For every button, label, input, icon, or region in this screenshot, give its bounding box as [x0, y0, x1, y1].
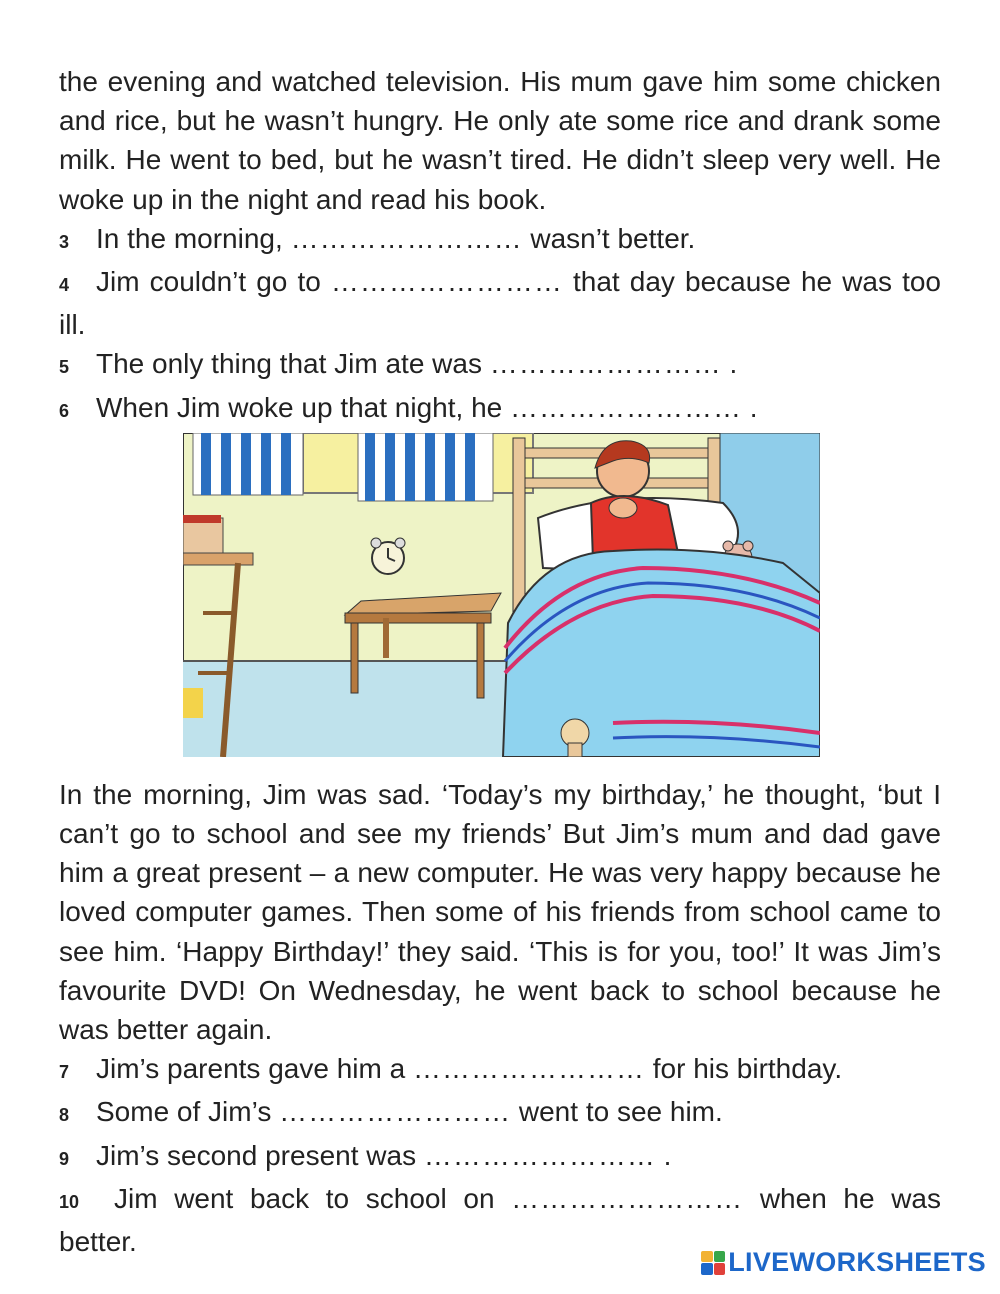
logo-text: LIVEWORKSHEETS	[728, 1247, 986, 1277]
answer-blank[interactable]: ……………………	[279, 1096, 512, 1128]
liveworksheets-logo-icon	[701, 1251, 725, 1275]
question-item: 9 Jim’s second present was …………………… .	[59, 1136, 941, 1179]
question-number: 8	[59, 1105, 70, 1126]
question-item: 6 When Jim woke up that night, he …………………… .	[59, 388, 941, 431]
question-item: 5 The only thing that Jim ate was …………………… .	[59, 344, 941, 387]
bedroom-illustration	[183, 433, 820, 757]
question-number: 9	[59, 1148, 70, 1169]
question-item: 8 Some of Jim’s …………………… went to see him.	[59, 1092, 941, 1135]
curtain-right	[358, 433, 493, 501]
question-item: 10 Jim went back to school on …………………… when he was better.	[59, 1182, 942, 1258]
question-item: 7 Jim’s parents gave him a …………………… for his birthday.	[59, 1049, 941, 1092]
question-number: 10	[59, 1191, 80, 1212]
answer-blank[interactable]: ……………………	[412, 1053, 645, 1085]
worksheet-page	[59, 62, 941, 1261]
answer-blank[interactable]: ……………………	[489, 348, 722, 380]
question-number: 5	[59, 357, 70, 378]
question-list-1	[59, 219, 941, 431]
question-number: 3	[59, 231, 70, 252]
question-item: 4 Jim couldn’t go to …………………… that day because he was too ill.	[59, 266, 942, 341]
question-list-2	[59, 1049, 941, 1261]
answer-blank[interactable]: ……………………	[511, 1182, 744, 1214]
question-number: 4	[59, 275, 70, 296]
answer-blank[interactable]: ……………………	[510, 391, 742, 423]
question-item: 3 In the morning, …………………… wasn’t better.	[59, 219, 941, 262]
curtain-left	[193, 433, 303, 495]
liveworksheets-logo[interactable]	[701, 1247, 986, 1278]
answer-blank[interactable]: ……………………	[330, 266, 563, 298]
answer-blank[interactable]: ……………………	[423, 1139, 656, 1171]
question-number: 7	[59, 1062, 70, 1083]
story-paragraph-1: the evening and watched television. His mum gave him some chicken and rice, but he wasn’t hungry. He only ate some rice and drank some milk. He went to bed, but he wasn’t tired. He didn’t sleep very well. He woke up in the night and read his book.	[59, 66, 941, 215]
story-paragraph-2: In the morning, Jim was sad. ‘Today’s my birthday,’ he thought, ‘but I can’t go to school and see my friends’ But Jim’s mum and dad gave him a great present – a new computer. He was very happy because he loved computer games. Then some of his friends from school came to see him. ‘Happy Birthday!’ they said. ‘This is for you, too!’ It was Jim’s favourite DVD! On Wednesday, he went back to school because he was better again.	[59, 778, 941, 1046]
answer-blank[interactable]: ……………………	[290, 222, 523, 254]
question-number: 6	[59, 400, 70, 421]
